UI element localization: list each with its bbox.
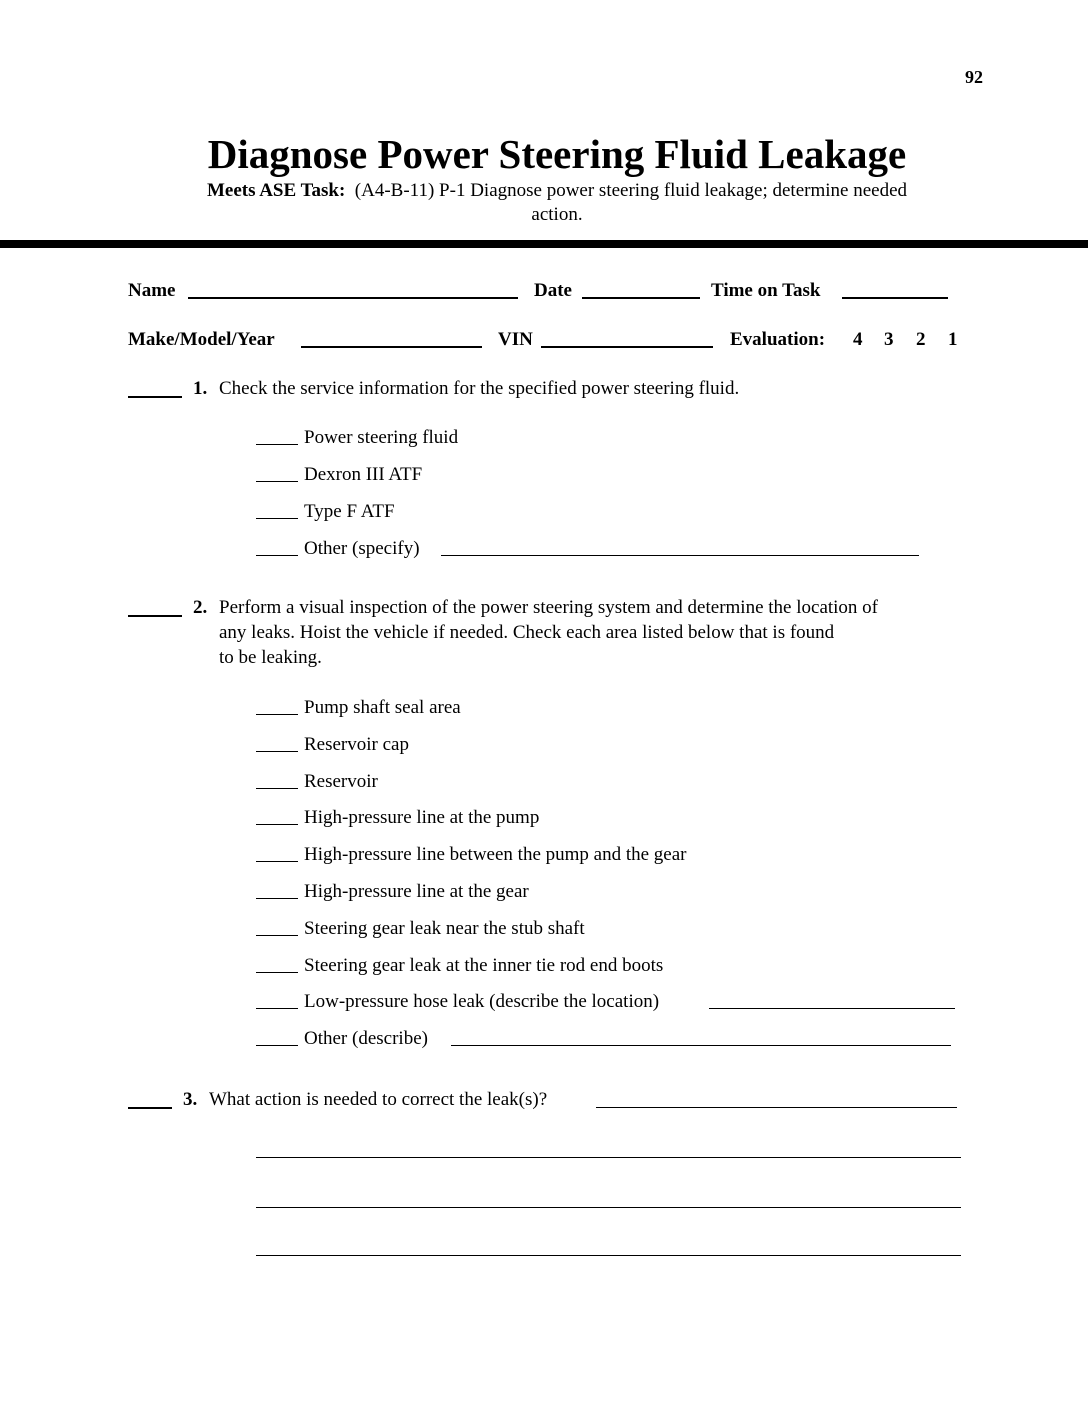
option-check-blank[interactable] <box>256 481 298 482</box>
step-3-check-blank[interactable] <box>128 1107 172 1109</box>
time-on-task-field[interactable] <box>842 297 948 299</box>
step-1-text: Check the service information for the specified power steering fluid. <box>219 378 740 399</box>
option-check-blank[interactable] <box>256 751 298 752</box>
step-3-answer-line[interactable] <box>256 1255 961 1256</box>
option-describe-line[interactable] <box>441 555 919 556</box>
evaluation-score-2[interactable]: 2 <box>916 329 926 350</box>
option-label: High-pressure line at the pump <box>304 807 540 828</box>
option-describe-line[interactable] <box>709 1008 955 1009</box>
vin-field[interactable] <box>541 346 713 348</box>
step-2-text-line-1: Perform a visual inspection of the power steering system and determine the location of <box>219 597 879 618</box>
option-label: Steering gear leak at the inner tie rod end boots <box>304 955 664 976</box>
option-label: Low-pressure hose leak (describe the location) <box>304 991 660 1012</box>
option-check-blank[interactable] <box>256 935 298 936</box>
option-check-blank[interactable] <box>256 444 298 445</box>
option-label: Other (describe) <box>304 1028 428 1049</box>
option-label: High-pressure line at the gear <box>304 881 529 902</box>
subtitle-label: Meets ASE Task: <box>206 180 346 201</box>
make-model-year-label: Make/Model/Year <box>128 329 275 350</box>
option-check-blank[interactable] <box>256 555 298 556</box>
option-label: Pump shaft seal area <box>304 697 461 718</box>
step-2-number: 2. <box>193 597 208 618</box>
date-field[interactable] <box>582 297 700 299</box>
time-on-task-label: Time on Task <box>711 280 821 301</box>
date-label: Date <box>534 280 572 301</box>
option-check-blank[interactable] <box>256 898 298 899</box>
step-3-answer-line[interactable] <box>596 1107 957 1108</box>
option-check-blank[interactable] <box>256 824 298 825</box>
option-describe-line[interactable] <box>451 1045 951 1046</box>
subtitle <box>0 181 1088 200</box>
name-field[interactable] <box>188 297 518 299</box>
option-label: Dexron III ATF <box>304 464 423 485</box>
step-2-check-blank[interactable] <box>128 615 182 617</box>
option-label: Reservoir <box>304 771 378 792</box>
option-check-blank[interactable] <box>256 972 298 973</box>
page-number: 92 <box>965 67 983 87</box>
make-model-year-field[interactable] <box>301 346 482 348</box>
step-1-check-blank[interactable] <box>128 396 182 398</box>
step-3-number: 3. <box>183 1089 198 1110</box>
step-3-text: What action is needed to correct the leak(s)? <box>209 1089 548 1110</box>
option-check-blank[interactable] <box>256 1008 298 1009</box>
option-label: High-pressure line between the pump and the gear <box>304 844 687 865</box>
evaluation-score-3[interactable]: 3 <box>884 329 894 350</box>
step-2-text-line-2: any leaks. Hoist the vehicle if needed. Check each area listed below that is found <box>219 622 835 643</box>
option-check-blank[interactable] <box>256 788 298 789</box>
step-1-number: 1. <box>193 378 208 399</box>
name-label: Name <box>128 280 176 301</box>
option-label: Power steering fluid <box>304 427 459 448</box>
option-check-blank[interactable] <box>256 518 298 519</box>
step-3-answer-line[interactable] <box>256 1157 961 1158</box>
option-check-blank[interactable] <box>256 1045 298 1046</box>
header-divider <box>0 240 1088 248</box>
evaluation-score-4[interactable]: 4 <box>853 329 863 350</box>
evaluation-label: Evaluation: <box>730 329 826 350</box>
option-label: Steering gear leak near the stub shaft <box>304 918 585 939</box>
step-3-answer-line[interactable] <box>256 1207 961 1208</box>
option-label: Reservoir cap <box>304 734 409 755</box>
option-check-blank[interactable] <box>256 861 298 862</box>
option-check-blank[interactable] <box>256 714 298 715</box>
page-title: Diagnose Power Steering Fluid Leakage <box>207 131 907 177</box>
subtitle-text: (A4-B-11) P-1 Diagnose power steering fluid leakage; determine needed <box>354 180 908 201</box>
option-label: Type F ATF <box>304 501 395 522</box>
step-2-text-line-3: to be leaking. <box>219 647 322 668</box>
option-label: Other (specify) <box>304 538 420 559</box>
subtitle-text-2: action. <box>531 204 583 225</box>
evaluation-score-1[interactable]: 1 <box>948 329 958 350</box>
vin-label: VIN <box>498 329 533 350</box>
